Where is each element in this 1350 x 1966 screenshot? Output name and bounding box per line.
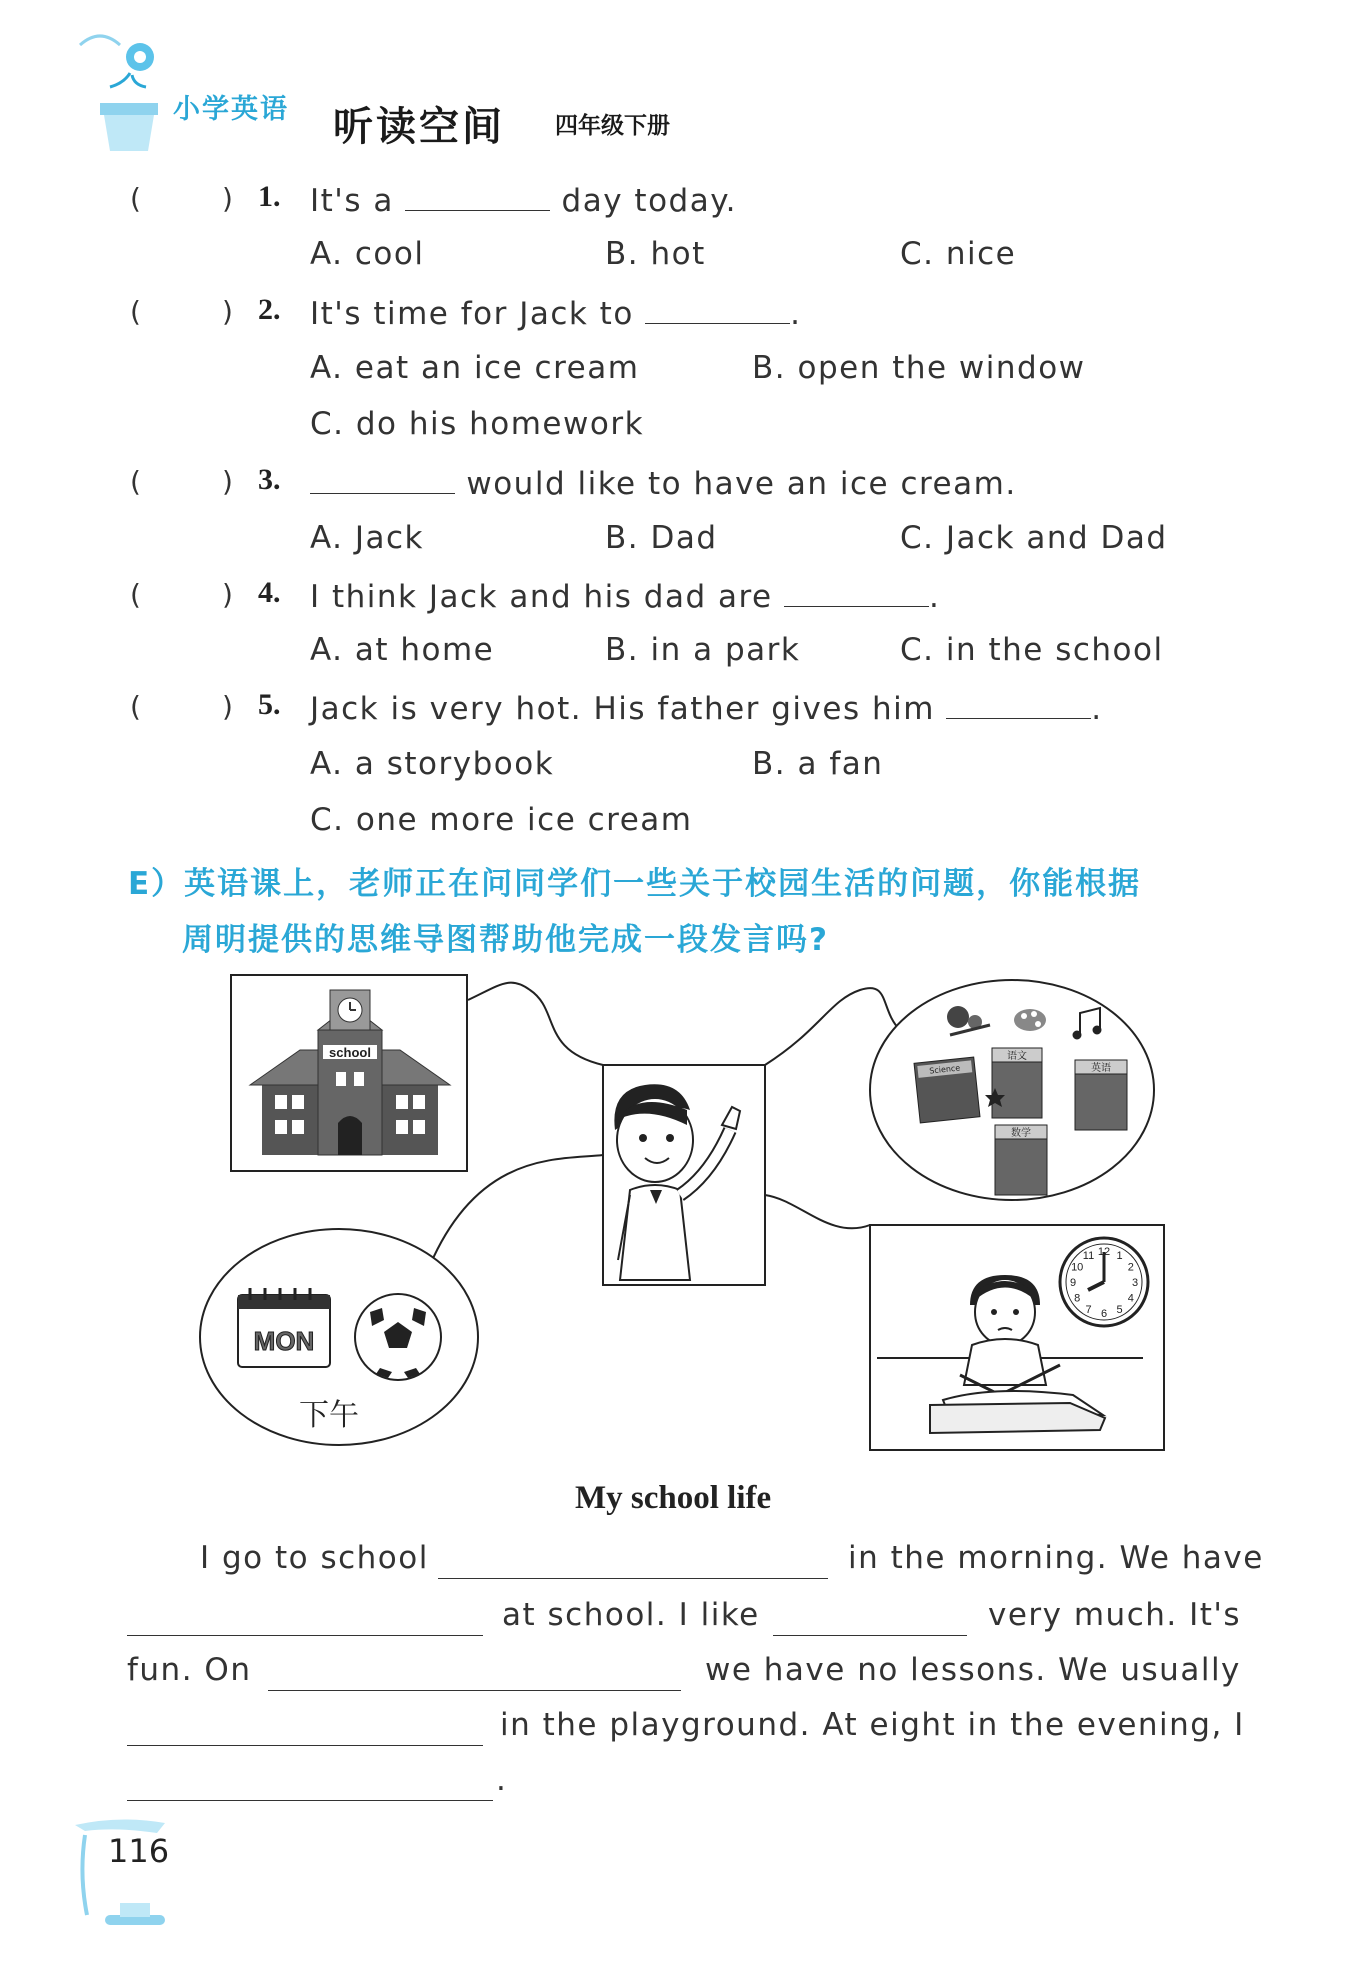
essay-title: My school life: [575, 1480, 772, 1516]
clock-number: 9: [1069, 1277, 1077, 1289]
page-number: 116: [108, 1832, 170, 1870]
grade-label: 四年级下册: [555, 113, 670, 139]
option-b: B. hot: [605, 236, 706, 272]
question-text: I think Jack and his dad are .: [310, 576, 940, 615]
clock-number: 2: [1127, 1261, 1134, 1274]
essay-blank-2[interactable]: [127, 1602, 483, 1636]
question-number: 1.: [258, 180, 281, 213]
essay-text: we have no lessons. We usually: [705, 1652, 1241, 1688]
option-a: A. a storybook: [310, 746, 555, 782]
series-name: 小学英语: [173, 94, 289, 125]
soccer-ball-icon: [355, 1294, 441, 1380]
answer-paren-open: (: [130, 465, 141, 498]
option-c: C. do his homework: [310, 406, 645, 442]
book-label-math: 数学: [1011, 1128, 1031, 1139]
question-text: Jack is very hot. His father gives him .: [310, 688, 1103, 727]
question-text: It's time for Jack to .: [310, 293, 802, 332]
essay-text: fun. On: [127, 1652, 252, 1688]
hi-badge: Hi!: [78, 45, 105, 64]
answer-blank[interactable]: [784, 576, 929, 607]
question-number: 2.: [258, 293, 281, 326]
option-c: C. one more ice cream: [310, 802, 693, 838]
answer-paren-open: (: [130, 578, 141, 611]
answer-blank[interactable]: [645, 293, 790, 324]
clock-number: 11: [1082, 1250, 1095, 1263]
option-c: C. Jack and Dad: [900, 520, 1168, 556]
answer-paren-open: (: [130, 690, 141, 723]
essay-blank-3[interactable]: [773, 1602, 967, 1636]
question-text: would like to have an ice cream.: [310, 463, 1017, 502]
option-a: A. eat an ice cream: [310, 350, 640, 386]
essay-text: very much. It's: [988, 1597, 1242, 1633]
essay-text: at school. I like: [502, 1597, 760, 1633]
clock-number: 10: [1071, 1261, 1084, 1274]
clock-number: 8: [1074, 1292, 1081, 1305]
option-b: B. in a park: [605, 632, 801, 668]
book-label-english: 英语: [1091, 1063, 1111, 1074]
question-number: 4.: [258, 576, 281, 609]
answer-paren-open: (: [130, 182, 141, 215]
essay-text: I go to school: [200, 1540, 429, 1576]
mind-map: [0, 960, 1350, 1460]
answer-blank[interactable]: [946, 688, 1091, 719]
essay-blank-4[interactable]: [268, 1657, 681, 1691]
connector-school: [468, 983, 603, 1065]
paint-palette-icon: [1014, 1009, 1046, 1031]
option-a: A. at home: [310, 632, 495, 668]
essay-text: .: [496, 1762, 508, 1798]
clock-number: 3: [1131, 1277, 1139, 1289]
clock-number: 1: [1116, 1250, 1123, 1263]
option-b: B. a fan: [752, 746, 884, 782]
answer-paren-close[interactable]: ): [222, 690, 233, 723]
answer-paren-close[interactable]: ): [222, 578, 233, 611]
essay-blank-6[interactable]: [127, 1765, 493, 1801]
section-e-instruction-line1: E）英语课上，老师正在问同学们一些关于校园生活的问题，你能根据: [128, 866, 1142, 902]
essay-blank-1[interactable]: [438, 1545, 828, 1579]
clock-number: 7: [1085, 1303, 1092, 1316]
answer-blank[interactable]: [405, 180, 550, 211]
option-b: B. Dad: [605, 520, 718, 556]
clock-number: 6: [1100, 1308, 1108, 1320]
answer-blank[interactable]: [310, 463, 455, 494]
header: [60, 25, 760, 155]
book-label-science: Science: [928, 1063, 961, 1076]
clock-number: 12: [1097, 1246, 1111, 1258]
answer-paren-open: (: [130, 295, 141, 328]
question-text: It's a day today.: [310, 180, 737, 219]
answer-paren-close[interactable]: ): [222, 182, 233, 215]
answer-paren-close[interactable]: ): [222, 295, 233, 328]
option-a: A. cool: [310, 236, 425, 272]
essay-text: in the morning. We have: [848, 1540, 1264, 1576]
clock-number: 5: [1116, 1303, 1123, 1316]
book-label-chinese: 语文: [1007, 1051, 1027, 1062]
answer-paren-close[interactable]: ): [222, 465, 233, 498]
connector-homework: [765, 1195, 870, 1228]
afternoon-label: 下午: [299, 1398, 359, 1433]
essay-blank-5[interactable]: [127, 1712, 483, 1746]
option-c: C. in the school: [900, 632, 1164, 668]
section-e-instruction-line2: 周明提供的思维导图帮助他完成一段发言吗?: [182, 922, 829, 958]
school-sign-text: school: [329, 1045, 371, 1060]
option-c: C. nice: [900, 236, 1017, 272]
essay-text: in the playground. At eight in the evening, I: [500, 1707, 1245, 1743]
option-a: A. Jack: [310, 520, 425, 556]
option-b: B. open the window: [752, 350, 1086, 386]
question-number: 5.: [258, 688, 281, 721]
book-title: 听读空间: [333, 104, 505, 150]
calendar-day-text: MON: [253, 1326, 315, 1356]
flower-pot-logo: [60, 25, 170, 155]
clock-number: 4: [1127, 1292, 1134, 1305]
question-number: 3.: [258, 463, 281, 496]
